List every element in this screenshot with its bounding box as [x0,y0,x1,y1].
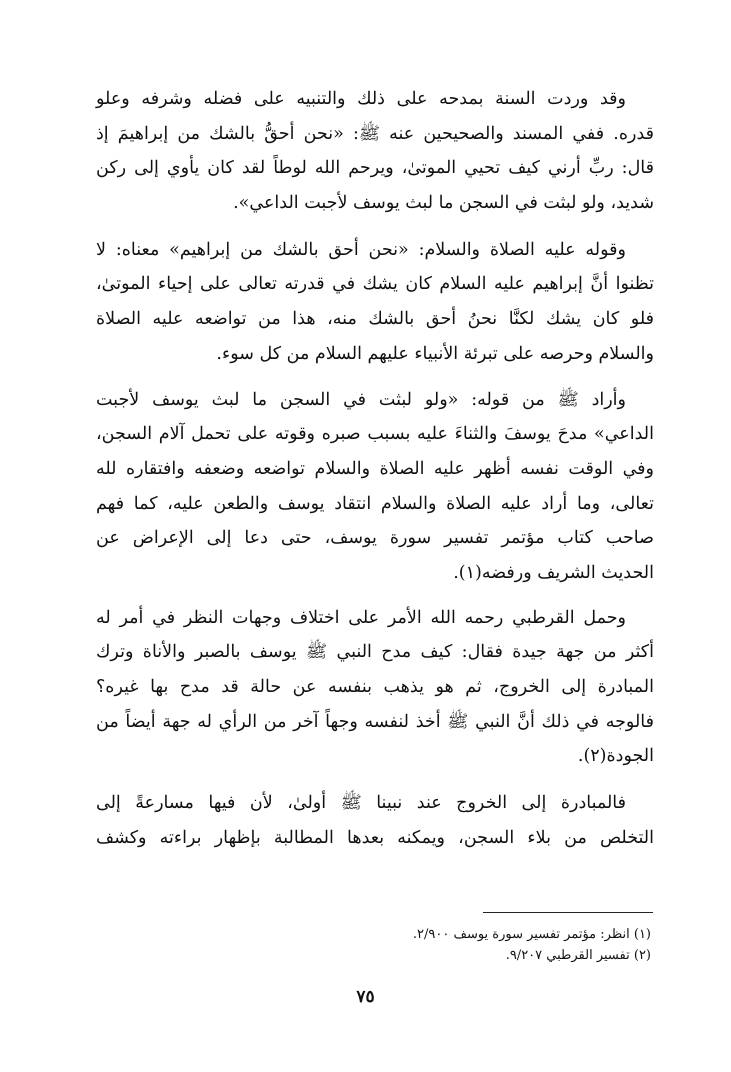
paragraph-2 [96,233,654,372]
text-line: وأراد ﷺ من قوله: «ولو لبثت في السجن ما لبث يوسف لأجبت [96,389,626,410]
text-line: التخلص من بلاء السجن، ويمكنه بعدها المطالبة بإظهار براءته وكشف [96,827,654,848]
text-line: فلو كان يشك لكنَّا نحنُ أحق بالشك منه، هذا من تواضعه عليه الصلاة [96,309,654,330]
text-line: أكثر من جهة جيدة فقال: كيف مدح النبي ﷺ يوسف بالصبر والأناة وترك [96,642,654,663]
paragraph-1 [96,82,654,221]
footnote-2: (٢) تفسير القرطبي ٩/٢٠٧. [505,948,651,963]
paragraph-5 [96,786,654,855]
text-line: تعالى، وما أراد عليه الصلاة والسلام انتقاد يوسف والطعن عليه، كما فهم [96,493,654,514]
footnote-separator [483,912,653,913]
text-line: الحديث الشريف ورفضه(١). [453,562,654,583]
text-line: الداعي» مدحَ يوسفَ والثناءَ عليه بسبب صبره وقوته على تحمل آلام السجن، [96,424,654,445]
footnote-1: (١) انظر: مؤتمر تفسير سورة يوسف ٢/٩٠٠. [412,927,651,942]
text-line: صاحب كتاب مؤتمر تفسير سورة يوسف، حتى دعا إلى الإعراض عن [96,528,654,549]
text-line: شديد، ولو لبثت في السجن ما لبث يوسف لأجبت الداعي». [233,193,654,214]
page-number: ٧٥ [356,987,375,1007]
text-line: فالوجه في ذلك أنَّ النبي ﷺ أخذ لنفسه وجهاً آخر من الرأي له جهة أيضاً من [96,711,654,732]
text-line: والسلام وحرصه على تبرئة الأنبياء عليهم السلام من كل سوء. [216,343,654,364]
text-line: وحمل القرطبي رحمه الله الأمر على اختلاف وجهات النظر في أمر له [96,607,626,628]
text-line: قدره. ففي المسند والصحيحين عنه ﷺ: «نحن أحقُّ بالشك من إبراهيمَ إذ [96,123,654,144]
text-line: المبادرة إلى الخروج، ثم هو يذهب بنفسه عن حالة قد مدح بها غيره؟ [96,677,654,697]
text-line: وقد وردت السنة بمدحه على ذلك والتنبيه على فضله وشرفه وعلو [96,89,626,109]
paragraph-3 [96,383,654,591]
main-text [96,82,654,867]
text-line: وقوله عليه الصلاة والسلام: «نحن أحق بالشك من إبراهيم» معناه: لا [96,239,626,260]
text-line: فالمبادرة إلى الخروج عند نبينا ﷺ أولىٰ، لأن فيها مسارعةً إلى [96,793,626,814]
footnotes [91,924,651,966]
paragraph-4 [96,601,654,774]
text-line: قال: ربِّ أرني كيف تحيي الموتىٰ، ويرحم الله لوطاً لقد كان يأوي إلى ركن [96,158,654,179]
text-line: وفي الوقت نفسه أظهر عليه الصلاة والسلام تواضعه وضعفه وافتقاره لله [96,458,654,479]
text-line: تظنوا أنَّ إبراهيم عليه السلام كان يشك في قدرته تعالى على إحياء الموتىٰ، [96,274,654,295]
text-line: الجودة(٢). [577,746,654,767]
